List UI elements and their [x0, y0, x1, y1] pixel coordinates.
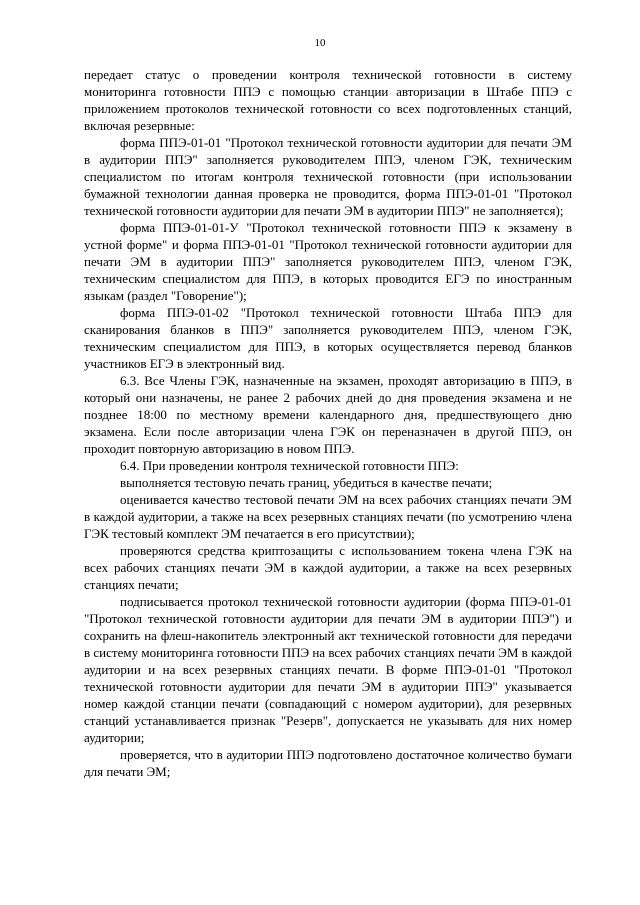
paragraph-form-ppe-01-01: форма ППЭ-01-01 "Протокол технической готовности аудитории для печати ЭМ в аудитории ППЭ" заполняется руководителем ППЭ, членом ГЭК, техническим специалистом по итогам контроля технической готовности (при использовании бумажной технологии данная проверка не проводится, форма ППЭ-01-01 "Протокол технической готовности аудитории для печати ЭМ в аудитории ППЭ" не заполняется);: [84, 135, 572, 218]
document-body: [84, 66, 572, 780]
paragraph-form-ppe-01-02: форма ППЭ-01-02 "Протокол технической готовности Штаба ППЭ для сканирования бланков в ППЭ" заполняется руководителем ППЭ, членом ГЭК, техническим специалистом для ППЭ, в которых осуществляется перевод бланков участников ЕГЭ в электронный вид.: [84, 305, 572, 371]
paragraph-section-6-3: 6.3. Все Члены ГЭК, назначенные на экзамен, проходят авторизацию в ППЭ, в который они назначены, не ранее 2 рабочих дней до дня проведения экзамена и не позднее 18:00 по местному времени календарного дня, предшествующего дню экзамена. Если после авторизации члена ГЭК он переназначен в другой ППЭ, он проходит повторную авторизацию в новом ППЭ.: [84, 373, 572, 456]
paragraph-status-transfer: передает статус о проведении контроля технической готовности в систему мониторинга готовности ППЭ с помощью станции авторизации в Штабе ППЭ с приложением протоколов технической готовности со всех подготовленных станций, включая резервные:: [84, 67, 572, 133]
paragraph-section-6-4: 6.4. При проведении контроля технической готовности ППЭ:: [120, 458, 459, 473]
paragraph-print-quality: оценивается качество тестовой печати ЭМ на всех рабочих станциях печати ЭМ в каждой аудитории, а также на всех резервных станциях печати (по усмотрению члена ГЭК тестовый комплект ЭМ печатается в его присутствии);: [84, 492, 572, 541]
paragraph-paper-check: проверяется, что в аудитории ППЭ подготовлено достаточное количество бумаги для печати ЭМ;: [84, 747, 572, 779]
paragraph-protocol-sign: подписывается протокол технической готовности аудитории (форма ППЭ-01-01 "Протокол технической готовности аудитории для печати ЭМ в аудитории ППЭ") и сохранить на флеш-накопитель электронный акт технической готовности для передачи в систему мониторинга готовности ППЭ на всех рабочих станциях печати ЭМ в каждой аудитории и на всех резервных станциях печати. В форме ППЭ-01-01 "Протокол технической готовности аудитории для печати ЭМ в аудитории ППЭ" указывается номер каждой станции печати (совпадающий с номером аудитории), для резервных станций устанавливается признак "Резерв", допускается не указывать для них номер аудитории;: [84, 594, 572, 745]
paragraph-crypto-check: проверяются средства криптозащиты с использованием токена члена ГЭК на всех рабочих станциях печати ЭМ в каждой аудитории, а также на всех резервных станциях печати;: [84, 543, 572, 592]
page-number: 10: [314, 37, 326, 49]
paragraph-form-ppe-01-01-u: форма ППЭ-01-01-У "Протокол технической готовности ППЭ к экзамену в устной форме" и форма ППЭ-01-01 "Протокол технической готовности аудитории для печати ЭМ в аудитории ППЭ" заполняется руководителем ППЭ, членом ГЭК, техническим специалистом для ППЭ, в которых проводится ЕГЭ по иностранным языкам (раздел "Говорение");: [84, 220, 572, 303]
paragraph-test-print: выполняется тестовую печать границ, убедиться в качестве печати;: [120, 475, 493, 490]
